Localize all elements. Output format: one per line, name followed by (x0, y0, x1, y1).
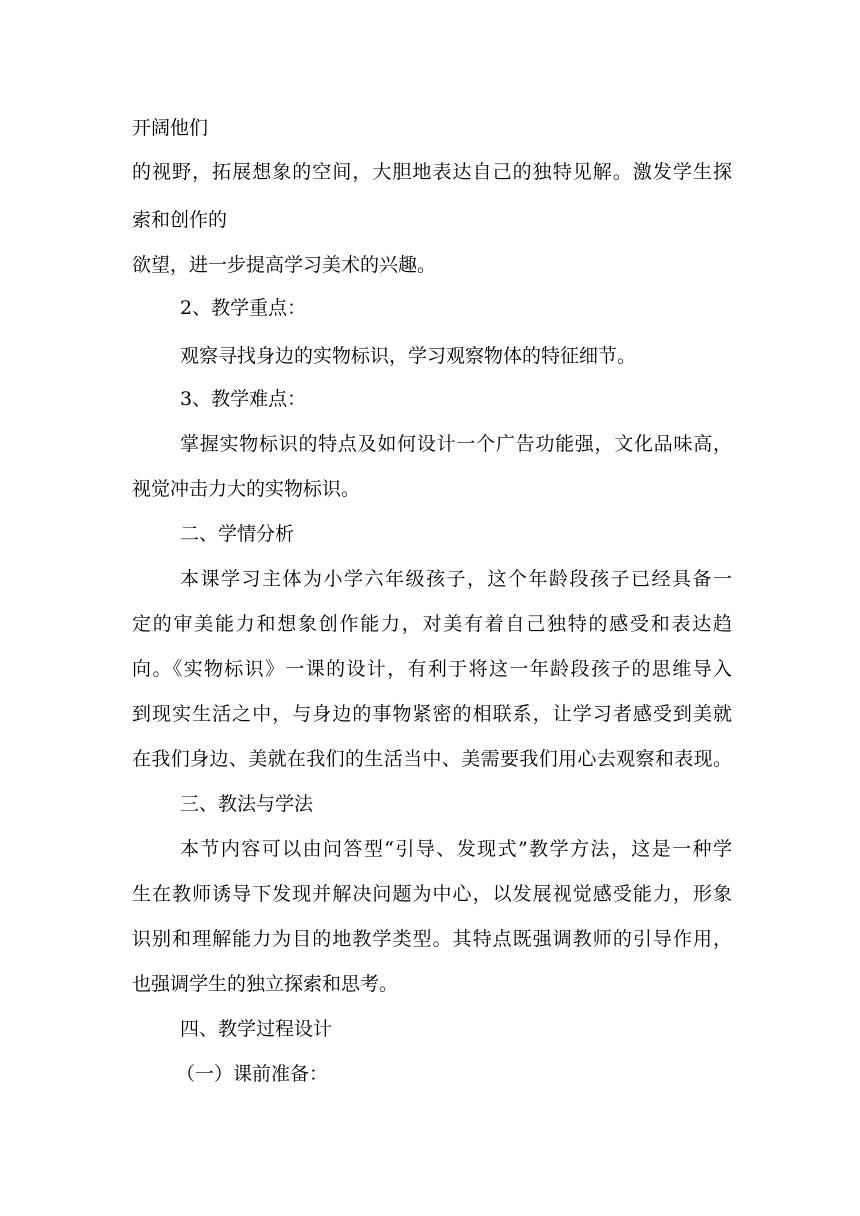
text-line: 视觉冲击力大的实物标识。 (132, 478, 361, 500)
section-heading: 2、教学重点： (180, 297, 307, 319)
section-heading: 3、教学难点： (180, 388, 307, 410)
text-line: 识别和理解能力为目的地教学类型。其特点既强调教师的引导作用， (132, 928, 732, 950)
text-line: 定的审美能力和想象创作能力，对美有着自己独特的感受和表达趋 (132, 613, 732, 635)
text-line: 观察寻找身边的实物标识，学习观察物体的特征细节。 (180, 345, 637, 367)
section-heading: 三、教法与学法 (180, 793, 314, 815)
text-line: 的视野，拓展想象的空间，大胆地表达自己的独特见解。激发学生探 (132, 161, 732, 183)
subsection-heading: （一）课前准备： (176, 1063, 329, 1085)
text-line: 向。《实物标识》一课的设计，有利于将这一年龄段孩子的思维导入 (132, 658, 732, 680)
text-line: 也强调学生的独立探索和思考。 (132, 973, 399, 995)
section-heading: 四、教学过程设计 (180, 1018, 333, 1040)
text-line: 生在教师诱导下发现并解决问题为中心，以发展视觉感受能力，形象 (132, 883, 732, 905)
text-line: 欲望，进一步提高学习美术的兴趣。 (132, 254, 437, 276)
text-line: 索和创作的 (132, 209, 228, 231)
text-line: 本节内容可以由问答型“引导、发现式”教学方法，这是一种学 (180, 838, 732, 860)
text-line: 在我们身边、美就在我们的生活当中、美需要我们用心去观察和表现。 (132, 748, 732, 770)
section-heading: 二、学情分析 (180, 523, 295, 545)
text-line: 开阔他们 (132, 117, 209, 139)
text-line: 本课学习主体为小学六年级孩子，这个年龄段孩子已经具备一 (180, 568, 732, 590)
text-line: 掌握实物标识的特点及如何设计一个广告功能强，文化品味高， (180, 433, 732, 455)
text-line: 到现实生活之中，与身边的事物紧密的相联系，让学习者感受到美就 (132, 703, 732, 725)
